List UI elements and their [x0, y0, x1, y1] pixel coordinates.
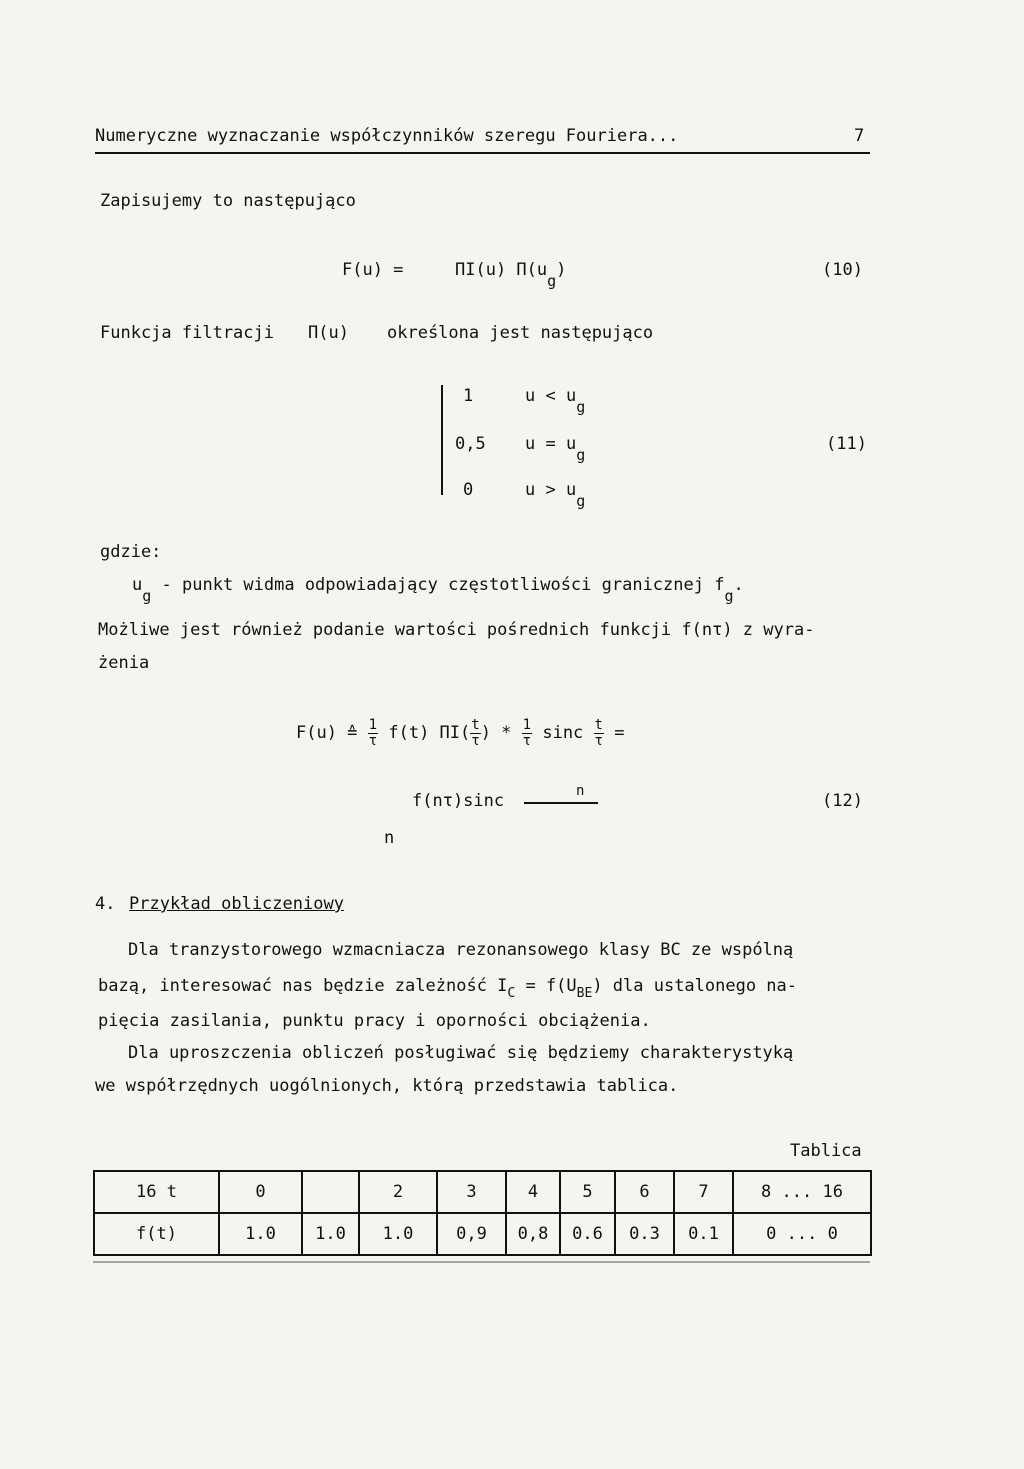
- running-title: Numeryczne wyznaczanie współczynników szeregu Fouriera...: [95, 126, 679, 146]
- table-cell: [302, 1171, 359, 1213]
- table-caption: Tablica: [790, 1141, 862, 1161]
- eq12-frac4-num: t: [594, 717, 603, 733]
- table-cell: 1.0: [302, 1213, 359, 1255]
- eq12-number: (12): [822, 791, 863, 811]
- filter-text-b: Π(u): [308, 323, 349, 343]
- para2-line1: Dla tranzystorowego wzmacniacza rezonansowego klasy BC ze wspólną: [128, 940, 794, 960]
- page-number: 7: [854, 126, 865, 146]
- table-cell: 2: [359, 1171, 437, 1213]
- section-number: 4.: [95, 894, 116, 914]
- eq12-mid1: f(t) ΠΙ(: [388, 723, 471, 744]
- table-cell: 6: [615, 1171, 674, 1213]
- eq10-rhs: [455, 260, 567, 290]
- eq11-case2-sub: g: [576, 446, 586, 464]
- where-line: [132, 575, 744, 605]
- para2-line2-c: ) dla ustalonego na-: [592, 976, 798, 996]
- eq12-frac3-num: 1: [522, 717, 532, 733]
- table-row: [94, 1171, 871, 1213]
- table-bottom-shadow-rule: [93, 1261, 870, 1263]
- table-cell: 0,9: [437, 1213, 506, 1255]
- eq12-line2: f(nτ)sinc: [412, 791, 505, 811]
- filter-text-c: określona jest następująco: [387, 323, 654, 343]
- table-cell: 8 ... 16: [733, 1171, 871, 1213]
- para3-line2: we współrzędnych uogólnionych, którą przedstawia tablica.: [95, 1076, 679, 1096]
- eq11-case2-value: 0,5: [455, 434, 486, 454]
- table-cell: 0.3: [615, 1213, 674, 1255]
- eq12-frac3: [522, 718, 532, 748]
- eq11-brace: [441, 385, 443, 495]
- filter-text-a: Funkcja filtracji: [100, 323, 274, 343]
- eq12-equals: =: [614, 723, 625, 744]
- where-f-symbol: f: [714, 575, 725, 595]
- para2-line3: pięcia zasilania, punktu pracy i oporności obciążenia.: [98, 1011, 651, 1031]
- para1-line1: Możliwe jest również podanie wartości pośrednich funkcji f(nτ) z wyra-: [98, 620, 815, 640]
- eq12-frac4-den: τ: [594, 732, 603, 749]
- table-cell: 1.0: [219, 1213, 302, 1255]
- eq12-line2-num: n: [576, 783, 585, 799]
- eq12-mid3: sinc: [542, 723, 584, 744]
- eq12-frac2-num: t: [471, 717, 480, 733]
- eq11-case1-cond: [525, 386, 586, 416]
- eq10-rhs-main: ΠΙ(u) Π(u: [455, 260, 548, 280]
- eq12-frac1-num: 1: [368, 717, 378, 733]
- eq11-case1-value: 1: [463, 386, 474, 406]
- eq12-frac3-den: τ: [522, 732, 532, 749]
- para3-line1: Dla uproszczenia obliczeń posługiwać się będziemy charakterystyką: [128, 1043, 794, 1063]
- para2-line2-sub2: BE: [576, 986, 593, 1001]
- eq11-case2-cond: [525, 434, 586, 464]
- eq11-case3-cond: [525, 480, 586, 510]
- para2-line2-a: bazą, interesować nas będzie zależność I: [98, 976, 508, 996]
- header-rule: [95, 152, 870, 154]
- eq11-case3-value: 0: [463, 480, 474, 500]
- where-label: gdzie:: [100, 542, 162, 562]
- table-cell: 0 ... 0: [733, 1213, 871, 1255]
- section-title: Przykład obliczeniowy: [129, 894, 344, 914]
- table-cell: 0.1: [674, 1213, 733, 1255]
- table-cell: f(t): [94, 1213, 219, 1255]
- where-text: - punkt widma odpowiadający częstotliwości granicznej: [161, 575, 704, 595]
- table-cell: 3: [437, 1171, 506, 1213]
- data-table: [93, 1170, 872, 1256]
- intro-text: Zapisujemy to następująco: [100, 191, 356, 211]
- table-row: [94, 1213, 871, 1255]
- para1-line2: żenia: [98, 653, 150, 673]
- eq11-case1-sub: g: [576, 398, 586, 416]
- eq11-case3-cond-text: u > u: [525, 480, 577, 500]
- table-cell: 16 t: [94, 1171, 219, 1213]
- table-cell: 0.6: [560, 1213, 615, 1255]
- eq10-rhs-close: ): [556, 260, 567, 280]
- eq11-case1-cond-text: u < u: [525, 386, 577, 406]
- eq10-lhs: F(u) =: [342, 260, 404, 280]
- eq12-frac4: [594, 718, 604, 748]
- table-cell: 0,8: [506, 1213, 560, 1255]
- eq12-sum-index: n: [384, 828, 395, 848]
- eq11-number: (11): [826, 434, 867, 454]
- table-cell: 5: [560, 1171, 615, 1213]
- where-f-end: .: [733, 575, 744, 595]
- eq12-frac2-den: τ: [471, 732, 480, 749]
- eq12-fraction-bar: [524, 802, 598, 804]
- where-f-sub: g: [724, 587, 734, 605]
- eq12-frac2: [470, 718, 480, 748]
- eq10-number: (10): [822, 260, 863, 280]
- eq12-mid2: ) *: [480, 723, 512, 744]
- eq12-lhs: F(u) ≙: [296, 723, 358, 744]
- table-cell: 0: [219, 1171, 302, 1213]
- table-cell: 7: [674, 1171, 733, 1213]
- where-symbol-sub: g: [142, 587, 152, 605]
- table-cell: 1.0: [359, 1213, 437, 1255]
- eq12-line1: [296, 718, 624, 748]
- eq10-rhs-sub: g: [547, 272, 557, 290]
- eq11-case3-sub: g: [576, 492, 586, 510]
- para2-line2-sub: C: [507, 986, 516, 1001]
- para2-line2-b: = f(U: [515, 976, 577, 996]
- table-cell: 4: [506, 1171, 560, 1213]
- where-symbol: u: [132, 575, 143, 595]
- eq11-case2-cond-text: u = u: [525, 434, 577, 454]
- eq12-frac1-den: τ: [368, 732, 378, 749]
- eq12-frac1: [368, 718, 378, 748]
- para2-line2: [98, 976, 798, 1001]
